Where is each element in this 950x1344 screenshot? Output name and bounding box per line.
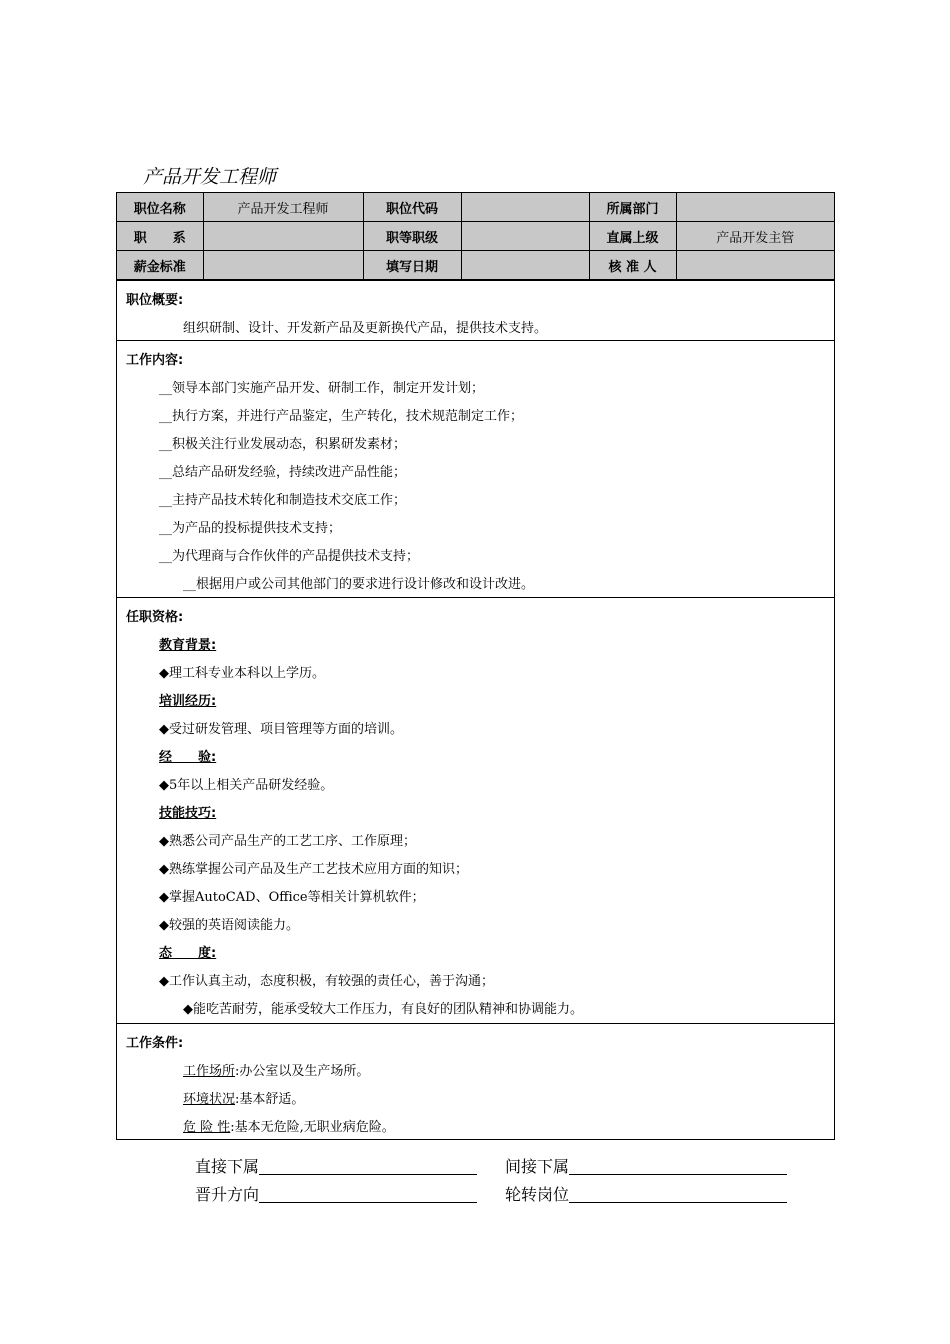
condition-value: :基本无危险,无职业病危险。 bbox=[230, 1120, 395, 1135]
promotion-blank[interactable] bbox=[259, 1186, 477, 1203]
indirect-reports-blank[interactable] bbox=[569, 1158, 787, 1175]
header-row bbox=[117, 222, 834, 251]
skills-title: 技能技巧: bbox=[159, 806, 217, 821]
promotion-label: 晋升方向 bbox=[195, 1185, 260, 1204]
section-qualifications bbox=[117, 597, 834, 1023]
list-item: __根据用户或公司其他部门的要求进行设计修改和设计改进。 bbox=[183, 577, 535, 592]
list-item: __为产品的投标提供技术支持； bbox=[159, 521, 342, 536]
rotation-blank[interactable] bbox=[569, 1186, 787, 1203]
value-position-code bbox=[461, 193, 589, 222]
value-approver bbox=[676, 251, 834, 280]
label-department: 所属部门 bbox=[589, 193, 676, 222]
label-salary: 薪金标准 bbox=[117, 251, 203, 280]
summary-text: 组织研制、设计、开发新产品及更新换代产品，提供技术支持。 bbox=[183, 321, 548, 336]
label-position-code: 职位代码 bbox=[363, 193, 461, 222]
label-position-name: 职位名称 bbox=[117, 193, 203, 222]
section-summary bbox=[117, 280, 834, 340]
indirect-reports-field bbox=[505, 1154, 787, 1177]
direct-reports-blank[interactable] bbox=[259, 1158, 477, 1175]
experience-title: 经 验: bbox=[159, 750, 217, 765]
list-item: ◆熟练掌握公司产品及生产工艺技术应用方面的知识； bbox=[159, 862, 468, 877]
list-item bbox=[183, 1088, 304, 1107]
training-title: 培训经历: bbox=[159, 694, 217, 709]
section-heading: 工作内容: bbox=[126, 353, 184, 368]
label-grade: 职等职级 bbox=[363, 222, 461, 251]
header-table bbox=[117, 193, 834, 280]
list-item: ◆掌握AutoCAD、Office等相关计算机软件； bbox=[159, 890, 425, 905]
promotion-field bbox=[195, 1182, 477, 1205]
direct-reports-label: 直接下属 bbox=[195, 1157, 260, 1176]
list-item: ◆熟悉公司产品生产的工艺工序、工作原理； bbox=[159, 834, 416, 849]
section-conditions bbox=[117, 1023, 834, 1142]
label-approver: 核 准 人 bbox=[589, 251, 676, 280]
header-row bbox=[117, 251, 834, 280]
list-item bbox=[183, 1116, 395, 1135]
label-fill-date: 填写日期 bbox=[363, 251, 461, 280]
section-heading: 工作条件: bbox=[126, 1036, 184, 1051]
attitude-title: 态 度: bbox=[159, 946, 217, 961]
value-supervisor: 产品开发主管 bbox=[676, 222, 834, 251]
list-item: __积极关注行业发展动态，积累研发素材； bbox=[159, 437, 407, 452]
list-item: ◆较强的英语阅读能力。 bbox=[159, 918, 299, 933]
rotation-field bbox=[505, 1182, 787, 1205]
header-row bbox=[117, 193, 834, 222]
list-item: __为代理商与合作伙伴的产品提供技术支持； bbox=[159, 549, 420, 564]
label-supervisor: 直属上级 bbox=[589, 222, 676, 251]
list-item bbox=[183, 1060, 369, 1079]
value-position-name: 产品开发工程师 bbox=[203, 193, 363, 222]
section-heading: 任职资格: bbox=[126, 610, 184, 625]
list-item: ◆理工科专业本科以上学历。 bbox=[159, 666, 325, 681]
list-item: ◆受过研发管理、项目管理等方面的培训。 bbox=[159, 722, 403, 737]
value-grade bbox=[461, 222, 589, 251]
condition-label: 工作场所 bbox=[183, 1064, 236, 1079]
label-job-family: 职 系 bbox=[117, 222, 203, 251]
section-duties bbox=[117, 340, 834, 597]
value-department bbox=[676, 193, 834, 222]
condition-value: :基本舒适。 bbox=[235, 1092, 305, 1107]
list-item: __领导本部门实施产品开发、研制工作，制定开发计划； bbox=[159, 381, 485, 396]
job-description-form bbox=[116, 192, 835, 1140]
list-item: ◆工作认真主动，态度积极，有较强的责任心，善于沟通； bbox=[159, 974, 494, 989]
page-title: 产品开发工程师 bbox=[143, 166, 277, 188]
value-fill-date bbox=[461, 251, 589, 280]
list-item: __执行方案，并进行产品鉴定，生产转化，技术规范制定工作； bbox=[159, 409, 524, 424]
condition-label: 环境状况 bbox=[183, 1092, 236, 1107]
indirect-reports-label: 间接下属 bbox=[505, 1157, 570, 1176]
value-salary bbox=[203, 251, 363, 280]
value-job-family bbox=[203, 222, 363, 251]
list-item: ◆5年以上相关产品研发经验。 bbox=[159, 778, 334, 793]
condition-value: :办公室以及生产场所。 bbox=[235, 1064, 370, 1079]
condition-label: 危 险 性 bbox=[183, 1120, 231, 1135]
direct-reports-field bbox=[195, 1154, 477, 1177]
list-item: __总结产品研发经验，持续改进产品性能； bbox=[159, 465, 407, 480]
list-item: __主持产品技术转化和制造技术交底工作； bbox=[159, 493, 407, 508]
rotation-label: 轮转岗位 bbox=[505, 1185, 570, 1204]
section-heading: 职位概要: bbox=[126, 293, 184, 308]
list-item: ◆能吃苦耐劳，能承受较大工作压力，有良好的团队精神和协调能力。 bbox=[183, 1002, 583, 1017]
education-title: 教育背景: bbox=[159, 638, 217, 653]
